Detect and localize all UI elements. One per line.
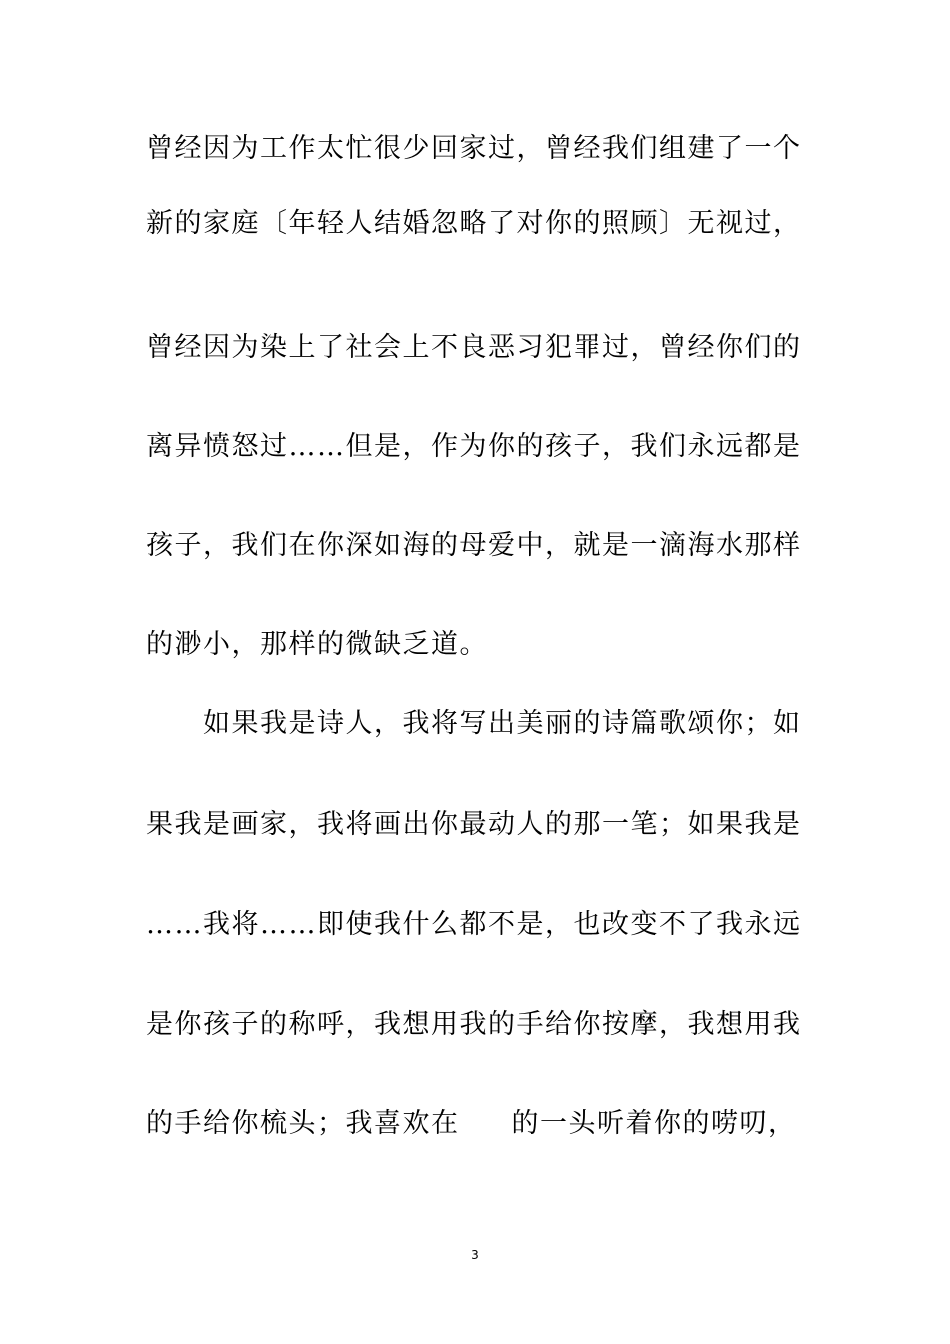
text-line-1: 曾经因为工作太忙很少回家过，曾经我们组建了一个: [146, 133, 802, 164]
text-line-10: 是你孩子的称呼，我想用我的手给你按摩，我想用我: [146, 1009, 802, 1040]
text-line-6: 的渺小，那样的微缺乏道。: [146, 629, 488, 660]
text-line-11-start: 的手给你梳头；我喜欢在: [146, 1108, 460, 1139]
text-line-5: 孩子，我们在你深如海的母爱中，就是一滴海水那样: [146, 530, 802, 561]
text-line-9: ……我将……即使我什么都不是，也改变不了我永远: [146, 909, 802, 940]
text-line-4: 离异愤怒过……但是，作为你的孩子，我们永远都是: [146, 431, 802, 462]
text-line-11-end: 的一头听着你的唠叨，: [511, 1108, 797, 1139]
text-line-3: 曾经因为染上了社会上不良恶习犯罪过，曾经你们的: [146, 332, 802, 363]
page-number: 3: [471, 1248, 479, 1262]
text-line-11: [146, 1104, 816, 1144]
text-line-8: 果我是画家，我将画出你最动人的那一笔；如果我是: [146, 809, 802, 840]
text-line-7: 如果我是诗人，我将写出美丽的诗篇歌颂你；如: [203, 708, 802, 739]
text-line-2: 新的家庭〔年轻人结婚忽略了对你的照顾〕无视过，: [146, 208, 802, 239]
